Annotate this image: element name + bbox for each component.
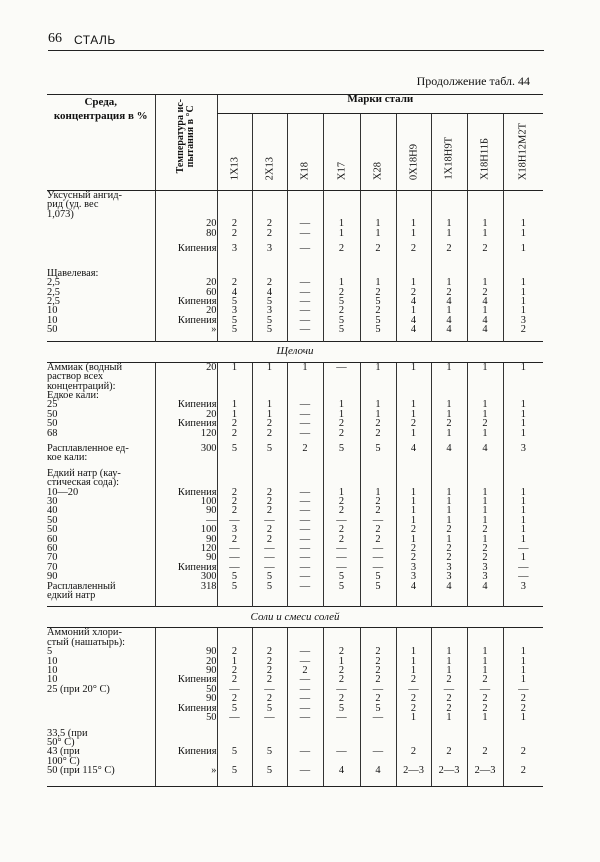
- section-heading: Соли и смеси солей: [47, 607, 543, 628]
- temperature-cell: Кипения 100 90 — 100 90 120 90 Кипения 300 318: [155, 469, 217, 601]
- grade-label: Х18: [299, 161, 311, 180]
- resistance-cell: 1 1: [360, 191, 396, 239]
- resistance-cell: 1 1 1 1 2 1 2 2 3 3 4: [396, 469, 431, 601]
- resistance-cell: 1 — — — —: [287, 362, 323, 438]
- resistance-cell: — 4: [323, 729, 360, 776]
- grade-label: 1Х18Н9Т: [443, 137, 455, 180]
- resistance-cell: 1 1 1 1 3 2: [503, 259, 543, 334]
- resistance-cell: 2 2: [217, 191, 252, 239]
- resistance-cell: 1 1 1 2 1: [431, 362, 467, 438]
- grade-label: Х28: [372, 161, 384, 180]
- grade-label: Х17: [335, 161, 347, 180]
- resistance-cell: 2 2 2 2 — 2 5 —: [360, 628, 396, 723]
- resistance-cell: 1 1 1 1 2 1 2 2 3 3 4: [431, 469, 467, 601]
- grade-header: [217, 114, 252, 191]
- temperature-cell: 20 80: [155, 191, 217, 239]
- resistance-cell: —: [287, 244, 323, 253]
- resistance-cell: 4: [431, 444, 467, 463]
- grade-header: [431, 114, 467, 191]
- resistance-cell: 1 2 4 1 4 4: [396, 259, 431, 334]
- resistance-cell: — —: [287, 729, 323, 776]
- table-row: [47, 362, 543, 438]
- resistance-cell: 1 2 4 1 4 4: [467, 259, 503, 334]
- temperature-header-label: Температура ис- пытания в °С: [175, 99, 196, 174]
- resistance-cell: 3: [503, 444, 543, 463]
- grade-header: [360, 114, 396, 191]
- resistance-cell: 2 2 2 — 3 2 — — — 5 5: [217, 469, 252, 601]
- resistance-cell: 1 1 1 2 1: [396, 362, 431, 438]
- resistance-cell: 1 1 1 2 1: [467, 362, 503, 438]
- resistance-cell: — — — — — — — — — — —: [287, 469, 323, 601]
- medium-cell: Щавелевая: 2,5 2,5 2,5 10 10 50: [47, 267, 99, 336]
- table-row: [47, 191, 543, 239]
- resistance-cell: 2 2: [252, 191, 287, 239]
- resistance-cell: 1 1 1 1 1: [503, 362, 543, 438]
- medium-cell: Уксусный ангид- рид (уд. вес 1,073): [47, 190, 122, 220]
- resistance-cell: 2 2—3: [431, 729, 467, 776]
- resistance-cell: 2 1 2 2 — 2 5 —: [323, 628, 360, 723]
- grade-label: Х18Н12М2Т: [517, 122, 529, 180]
- grade-header: [396, 114, 431, 191]
- resistance-cell: 1 1 1 2 — 2 2 1: [431, 628, 467, 723]
- resistance-cell: 1 2 5 2 5 5: [323, 259, 360, 334]
- resistance-cell: 2 2 2 — 2 2 — — — 5 5: [252, 469, 287, 601]
- temperature-header: [155, 95, 217, 191]
- page-header: [48, 32, 544, 51]
- table-continuation-label: Продолжение табл. 44: [416, 74, 530, 88]
- resistance-cell: 1 1: [323, 191, 360, 239]
- resistance-cell: 4: [396, 444, 431, 463]
- table-row: [47, 244, 543, 253]
- resistance-cell: — — 2 — — — — —: [287, 628, 323, 723]
- resistance-cell: 1 1 1 1 2 1 2 2 3 3 4: [467, 469, 503, 601]
- running-title: СТАЛЬ: [74, 33, 116, 47]
- resistance-cell: 5: [323, 444, 360, 463]
- grade-header: [287, 114, 323, 191]
- medium-cell: Расплавленное ед- кое кали:: [47, 442, 129, 464]
- resistance-cell: 1 1 1 2 2: [217, 362, 252, 438]
- grade-header: [503, 114, 543, 191]
- temperature-cell: 20 Кипения 20 Кипения 120: [155, 362, 217, 438]
- resistance-cell: 1 1 1 2 2: [252, 362, 287, 438]
- temperature-cell: Кипения »: [155, 729, 217, 776]
- resistance-cell: 2: [396, 244, 431, 253]
- resistance-cell: — —: [287, 191, 323, 239]
- resistance-cell: 1 2 2 — 2 2 — — — 5 5: [360, 469, 396, 601]
- grade-label: 2Х13: [263, 156, 275, 180]
- table-row: [47, 628, 543, 723]
- resistance-cell: 5 5: [217, 729, 252, 776]
- grade-header: [467, 114, 503, 191]
- resistance-cell: 1 1: [467, 191, 503, 239]
- resistance-cell: 1 1: [503, 191, 543, 239]
- resistance-cell: 5: [217, 444, 252, 463]
- resistance-cell: 1 2 4 1 4 4: [431, 259, 467, 334]
- medium-cell: 33,5 (при 50° С) 43 (при 100° С) 50 (при 115° С): [47, 727, 115, 777]
- resistance-cell: 2 2—3: [467, 729, 503, 776]
- resistance-cell: 2: [431, 244, 467, 253]
- steel-corrosion-table: [47, 94, 543, 787]
- medium-cell: Аммиак (водный раствор всех концентраций): Едкое кали: 25 50 50 68: [47, 361, 123, 439]
- grade-header: [252, 114, 287, 191]
- resistance-cell: 5: [360, 444, 396, 463]
- resistance-cell: 4: [467, 444, 503, 463]
- medium-cell: [47, 244, 155, 253]
- resistance-cell: 2 2 2 2 — 2 5 —: [252, 628, 287, 723]
- resistance-cell: 1 1: [396, 191, 431, 239]
- temperature-cell: Кипения: [155, 244, 217, 253]
- resistance-cell: 3: [252, 244, 287, 253]
- resistance-cell: — — — — — —: [287, 259, 323, 334]
- resistance-cell: 1 2 5 2 5 5: [360, 259, 396, 334]
- medium-cell: Аммоний хлори- стый (нашатырь): 5 10 10 10 25 (при 20° С): [47, 627, 126, 695]
- medium-header: Среда, концентрация в %: [47, 95, 155, 191]
- temperature-cell: 20 60 Кипения 20 Кипения »: [155, 259, 217, 334]
- resistance-cell: 1 2 2 — 2 2 — — — 5 5: [323, 469, 360, 601]
- resistance-cell: — 1 1 2 2: [323, 362, 360, 438]
- resistance-cell: 2: [287, 444, 323, 463]
- resistance-cell: 1 1 1 2 2: [360, 362, 396, 438]
- resistance-cell: 2 2: [503, 729, 543, 776]
- table-bottom-rule: [47, 782, 543, 787]
- resistance-cell: 2 4 5 3 5 5: [252, 259, 287, 334]
- table-row: [47, 729, 543, 776]
- resistance-cell: — 4: [360, 729, 396, 776]
- resistance-cell: 2 1 2 2 — 2 5 —: [217, 628, 252, 723]
- resistance-cell: 2 4 5 3 5 5: [217, 259, 252, 334]
- resistance-cell: 5 5: [252, 729, 287, 776]
- grade-label: Х18Н11Б: [479, 138, 491, 180]
- grade-label: 1Х13: [228, 156, 240, 180]
- temperature-cell: 90 20 90 Кипения 50 90 Кипения 50: [155, 628, 217, 723]
- resistance-cell: 1 1 1 1 — 2 2 1: [503, 628, 543, 723]
- resistance-cell: 2: [467, 244, 503, 253]
- page-number: 66: [48, 31, 62, 46]
- resistance-cell: 5: [252, 444, 287, 463]
- resistance-cell: 1 1 1 1 1 1 — 1 — — 3: [503, 469, 543, 601]
- table-row: [47, 444, 543, 463]
- section-heading: Щелочи: [47, 341, 543, 362]
- table-row: [47, 469, 543, 601]
- resistance-cell: 1 1: [431, 191, 467, 239]
- table-row: [47, 259, 543, 334]
- resistance-cell: 1 1 1 2 — 2 2 1: [467, 628, 503, 723]
- resistance-cell: 1: [503, 244, 543, 253]
- resistance-cell: 2 2—3: [396, 729, 431, 776]
- resistance-cell: 2: [360, 244, 396, 253]
- steel-grades-header: Марки стали: [217, 95, 543, 114]
- resistance-cell: 1 1 1 2 — 2 2 1: [396, 628, 431, 723]
- grade-label: 0Х18Н9: [407, 143, 419, 180]
- medium-cell: Едкий натр (кау- стическая сода): 10—20 30 40 50 50 60 60 70 70 90 Расплавленный едкий натр: [47, 467, 121, 602]
- resistance-cell: 2: [323, 244, 360, 253]
- grade-header: [323, 114, 360, 191]
- resistance-cell: 3: [217, 244, 252, 253]
- temperature-cell: 300: [155, 444, 217, 463]
